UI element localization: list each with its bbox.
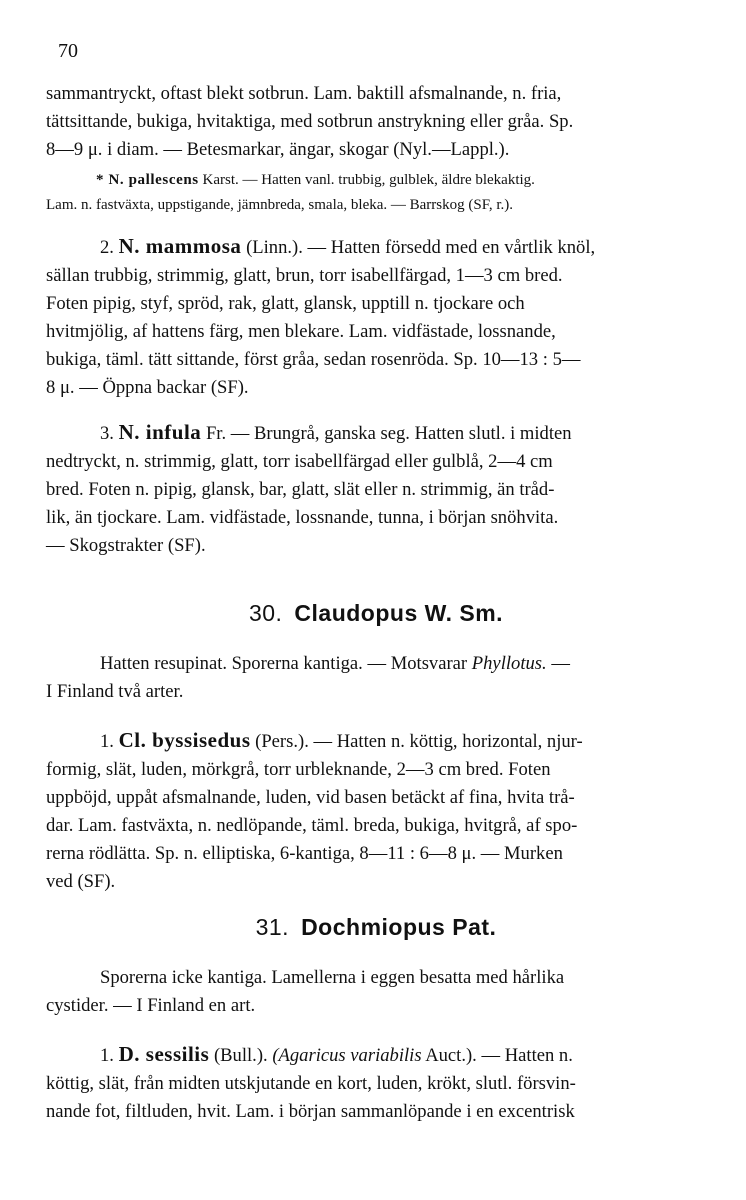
text-line: uppböjd, uppåt afsmalnande, luden, vid basen betäckt af fina, hvita trå- <box>46 787 575 808</box>
text-line <box>46 418 706 448</box>
species-name: N. infula <box>118 420 202 444</box>
text-line <box>46 1040 706 1070</box>
continuation-paragraph <box>46 80 706 164</box>
text-line <box>46 650 706 678</box>
text-line: dar. Lam. fastväxta, n. nedlöpande, täml. breda, bukiga, hvitgrå, af spo- <box>46 815 578 836</box>
text-line: köttig, slät, från midten utskjutande en kort, luden, krökt, slutl. försvin- <box>46 1073 576 1094</box>
text-line: 8 μ. — Öppna backar (SF). <box>46 377 249 398</box>
text-line: Foten pipig, styf, spröd, rak, glatt, glansk, upptill n. tjockare och <box>46 293 525 314</box>
text-line: nedtryckt, n. strimmig, glatt, torr isabellfärgad eller gulblå, 2—4 cm <box>46 451 553 472</box>
text-line: bukiga, täml. tätt sittande, först gråa, sedan rosenröda. Sp. 10—13 : 5— <box>46 349 581 370</box>
text-line: ved (SF). <box>46 871 116 892</box>
text-span: (Linn.). — Hatten försedd med en vårtlik knöl, <box>241 237 596 258</box>
genus-heading <box>46 912 706 942</box>
text-line <box>46 232 706 262</box>
text-line: 8—9 μ. i diam. — Betesmarkar, ängar, skogar (Nyl.—Lappl.). <box>46 139 510 160</box>
species-number: 1. <box>100 731 114 752</box>
text-line: — Skogstrakter (SF). <box>46 535 206 556</box>
text-line: bred. Foten n. pipig, glansk, bar, glatt, slät eller n. strimmig, än tråd- <box>46 479 555 500</box>
byssisedus-paragraph <box>46 726 706 896</box>
species-number: 2. <box>100 237 114 258</box>
text-line: I Finland två arter. <box>46 681 184 702</box>
text-span: (Pers.). — Hatten n. köttig, horizontal, njur- <box>250 731 583 752</box>
text-span: Hatten resupinat. Sporerna kantiga. — Motsvarar <box>100 653 472 674</box>
infula-paragraph <box>46 418 706 560</box>
text-span: (Bull.). <box>209 1045 273 1066</box>
page-number: 70 <box>58 40 78 62</box>
text-line <box>46 726 706 756</box>
text-span: Auct.). — Hatten n. <box>421 1045 573 1066</box>
text-line: sällan trubbig, strimmig, glatt, brun, torr isabellfärgad, 1—3 cm bred. <box>46 265 563 286</box>
text-line: lik, än tjockare. Lam. vidfästade, lossnande, tunna, i början snöhvita. <box>46 507 559 528</box>
text-span: — <box>546 653 570 674</box>
mammosa-paragraph <box>46 232 706 402</box>
genus-title: Claudopus W. Sm. <box>294 600 504 626</box>
sessilis-paragraph <box>46 1040 706 1126</box>
species-name: Cl. byssisedus <box>118 728 251 752</box>
text-line: cystider. — I Finland en art. <box>46 995 256 1016</box>
text-line: formig, slät, luden, mörkgrå, torr urbleknande, 2—3 cm bred. Foten <box>46 759 551 780</box>
text-line: sammantryckt, oftast blekt sotbrun. Lam. baktill afsmalnande, n. fria, <box>46 83 562 104</box>
species-number: 3. <box>100 423 114 444</box>
text-line: tättsittande, bukiga, hvitaktiga, med sotbrun anstrykning eller gråa. Sp. <box>46 111 574 132</box>
text-span: Karst. — Hatten vanl. trubbig, gulblek, äldre blekaktig. <box>198 172 535 188</box>
italic-span: (Agaricus variabilis <box>272 1045 422 1066</box>
genus-title: Dochmiopus Pat. <box>301 914 497 940</box>
text-line: Sporerna icke kantiga. Lamellerna i eggen besatta med hårlika <box>100 967 565 988</box>
text-line <box>46 168 706 193</box>
species-name: * N. pallescens <box>96 172 199 188</box>
text-line: hvitmjölig, af hattens färg, men blekare. Lam. vidfästade, lossnande, <box>46 321 556 342</box>
text-line: nande fot, filtluden, hvit. Lam. i början sammanlöpande i en excentrisk <box>46 1101 575 1122</box>
species-name: N. mammosa <box>118 234 242 258</box>
genus-heading-claudopus <box>46 598 706 628</box>
text-span: Fr. — Brungrå, ganska seg. Hatten slutl. i midten <box>201 423 572 444</box>
text-line: Lam. n. fastväxta, uppstigande, jämnbreda, smala, bleka. — Barrskog (SF, r.). <box>46 197 514 213</box>
genus-number: 31. <box>255 914 290 940</box>
pallescens-paragraph <box>46 168 706 218</box>
italic-span: Phyllotus. <box>471 653 547 674</box>
genus-heading-dochmiopus <box>46 912 706 942</box>
genus-heading <box>46 598 706 628</box>
dochmiopus-intro <box>46 964 706 1020</box>
genus-number: 30. <box>248 600 283 626</box>
text-line: rerna rödlätta. Sp. n. elliptiska, 6-kantiga, 8—11 : 6—8 μ. — Murken <box>46 843 563 864</box>
claudopus-intro <box>46 650 706 706</box>
species-name: D. sessilis <box>118 1042 210 1066</box>
species-number: 1. <box>100 1045 114 1066</box>
